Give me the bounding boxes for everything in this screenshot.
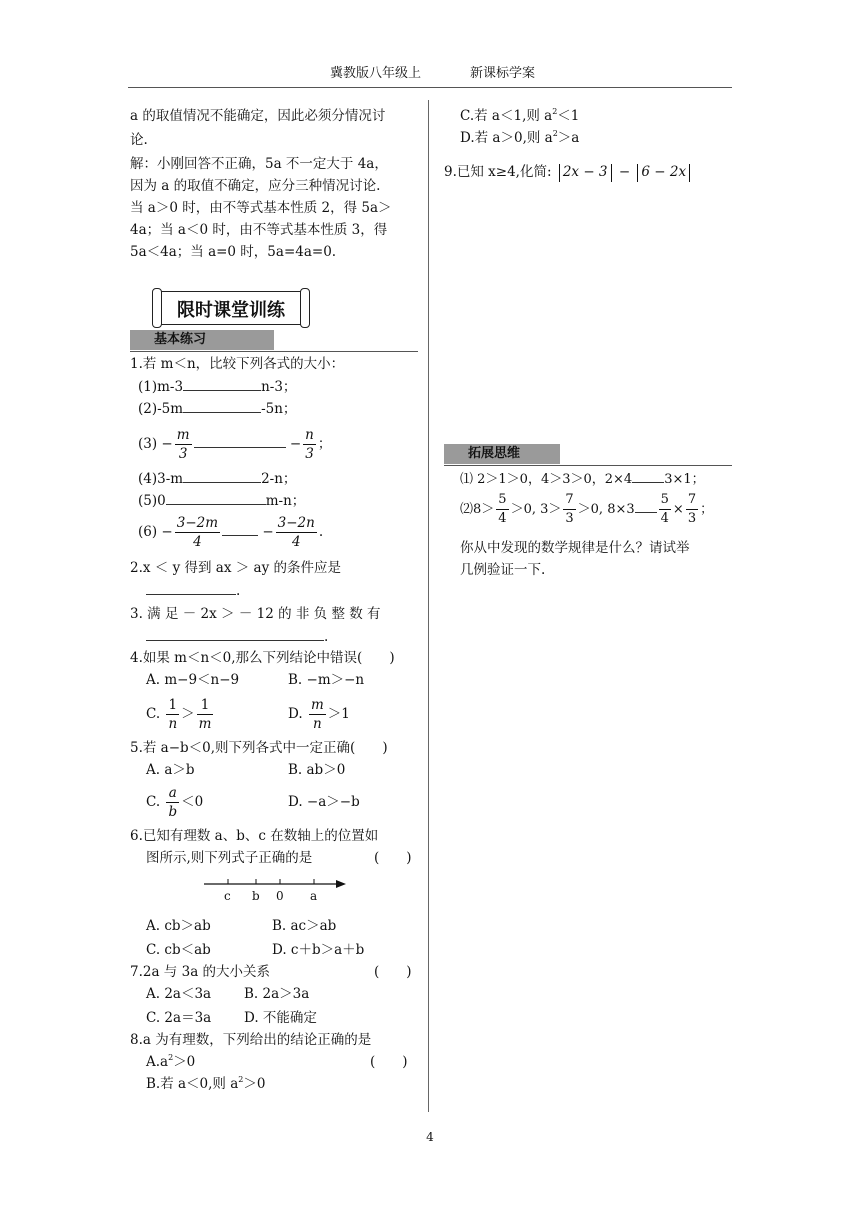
q6-option-b: B. ac＞ab (272, 918, 337, 934)
intro-line-5: 当 a＞0 时，由不等式基本性质 2，得 5a＞ (130, 200, 392, 216)
q4-stem: 4.如果 m＜n＜0,那么下列结论中错误( ) (130, 650, 395, 666)
axis-label-c: c (224, 889, 231, 903)
q8-option-b: B.若 a＜0,则 $a^2>0$ (146, 1075, 266, 1092)
q7-option-b: B. 2a＞3a (244, 986, 310, 1002)
q1-stem: 1.若 m＜n，比较下列各式的大小： (130, 356, 345, 372)
intro-line-1: a 的取值情况不能确定，因此必须分情况讨 (130, 108, 386, 124)
q5-option-d: D. −a＞−b (288, 794, 360, 810)
q3-answer: . (146, 626, 328, 647)
q9-stem: 9.已知 x≥4,化简: 2x − 3 − 6 − 2x (444, 160, 693, 184)
axis-label-0: 0 (276, 889, 284, 903)
q6-paren: ( ) (374, 850, 412, 866)
q5-option-c: C. $\frac{a}{b}$ ＜0 (146, 785, 204, 820)
q6-option-a: A. cb＞ab (146, 918, 211, 934)
number-line-arrow-icon (336, 880, 346, 888)
q4-option-b: B. −m＞−n (288, 672, 365, 688)
q1-item-3: (3) − $\frac{m}{3}$ − $\frac{n}{3}$ ； (138, 427, 332, 462)
q1-item-5: (5)0 m-n； (138, 490, 305, 511)
q7-paren: ( ) (374, 964, 412, 980)
q6-option-d: D. c＋b＞a＋b (272, 942, 365, 958)
q4-option-a: A. m−9＜n−9 (146, 672, 240, 688)
q5-stem: 5.若 a−b＜0,则下列各式中一定正确( ) (130, 740, 388, 756)
q6-stem-1: 6.已知有理数 a、b、c 在数轴上的位置如 (130, 828, 379, 844)
column-divider (428, 100, 429, 1112)
header-rule (128, 87, 732, 88)
q7-option-d: D. 不能确定 (244, 1010, 317, 1026)
q8-paren: ( ) (370, 1054, 408, 1070)
q1-item-2: (2)-5m -5n； (138, 398, 296, 419)
tag-rule-basic (130, 351, 418, 352)
section-tag-extend: 拓展思维 (444, 444, 560, 464)
intro-line-7: 5a＜4a；当 a=0 时，5a=4a=0. (130, 244, 337, 260)
intro-line-4: 因为 a 的取值不确定，应分三种情况讨论. (130, 178, 381, 194)
q8-option-a: $A.a^2>0$ (146, 1053, 196, 1070)
banner-title: 限时课堂训练 (177, 300, 285, 321)
extend-ask-2: 几例验证一下. (460, 562, 546, 578)
intro-line-2: 论. (130, 132, 148, 148)
axis-label-a: a (310, 889, 318, 903)
q4-option-c: C. $\frac{1}{n}$ ＞ $\frac{1}{m}$ (146, 697, 212, 732)
extend-line-1: ⑴ 2＞1＞0，4＞3＞0，2×4 3×1； (460, 468, 705, 490)
tag-rule-extend (444, 465, 732, 466)
page-number: 4 (426, 1130, 434, 1144)
page-header (0, 62, 860, 82)
q8-option-d: D.若 a＞0,则 $a^2>a$ (460, 129, 580, 146)
q8-stem: 8.a 为有理数，下列给出的结论正确的是 (130, 1032, 372, 1048)
q3-stem: 3. 满 足 － 2x ＞ － 12 的 非 负 整 数 有 (130, 606, 381, 622)
q2-answer: . (146, 580, 240, 601)
q6-option-c: C. cb＜ab (146, 942, 211, 958)
q4-option-d: D. $\frac{m}{n}$ ＞1 (288, 697, 350, 732)
q1-item-6: (6) − $\frac{3-2m}{4}$ − $\frac{3-2n}{4}$ . (138, 515, 324, 550)
q6-stem-2: 图所示,则下列式子正确的是 (146, 850, 313, 866)
extend-ask-1: 你从中发现的数学规律是什么？请试举 (460, 540, 690, 556)
extend-line-2: ⑵8＞ $\frac{5}{4}$ ＞0, 3＞ $\frac{7}{3}$ ＞0, 8×3 $\frac{5}{4}$ × $\frac{7}{3}$ ； (460, 492, 714, 526)
q5-option-a: A. a＞b (146, 762, 195, 778)
q7-stem: 7.2a 与 3a 的大小关系 (130, 964, 271, 980)
intro-line-3: 解：小刚回答不正确，5a 不一定大于 4a， (130, 156, 388, 172)
header-right: 新课标学案 (470, 66, 536, 81)
section-tag-basic: 基本练习 (130, 330, 274, 350)
axis-label-b: b (252, 889, 260, 903)
q5-option-b: B. ab＞0 (288, 762, 346, 778)
intro-line-6: 4a；当 a＜0 时，由不等式基本性质 3，得 (130, 222, 388, 238)
q7-option-a: A. 2a＜3a (146, 986, 212, 1002)
q8-option-c: C.若 a＜1,则 $a^2<1$ (460, 107, 580, 124)
q1-item-1: (1)m-3 n-3； (138, 376, 296, 397)
q2-stem: 2.x ＜ y 得到 ax ＞ ay 的条件应是 (130, 560, 341, 576)
section-banner (152, 288, 310, 326)
header-left: 冀教版八年级上 (330, 66, 422, 81)
q7-option-c: C. 2a＝3a (146, 1010, 212, 1026)
number-line (200, 872, 350, 906)
q1-item-4: (4)3-m 2-n； (138, 468, 296, 489)
